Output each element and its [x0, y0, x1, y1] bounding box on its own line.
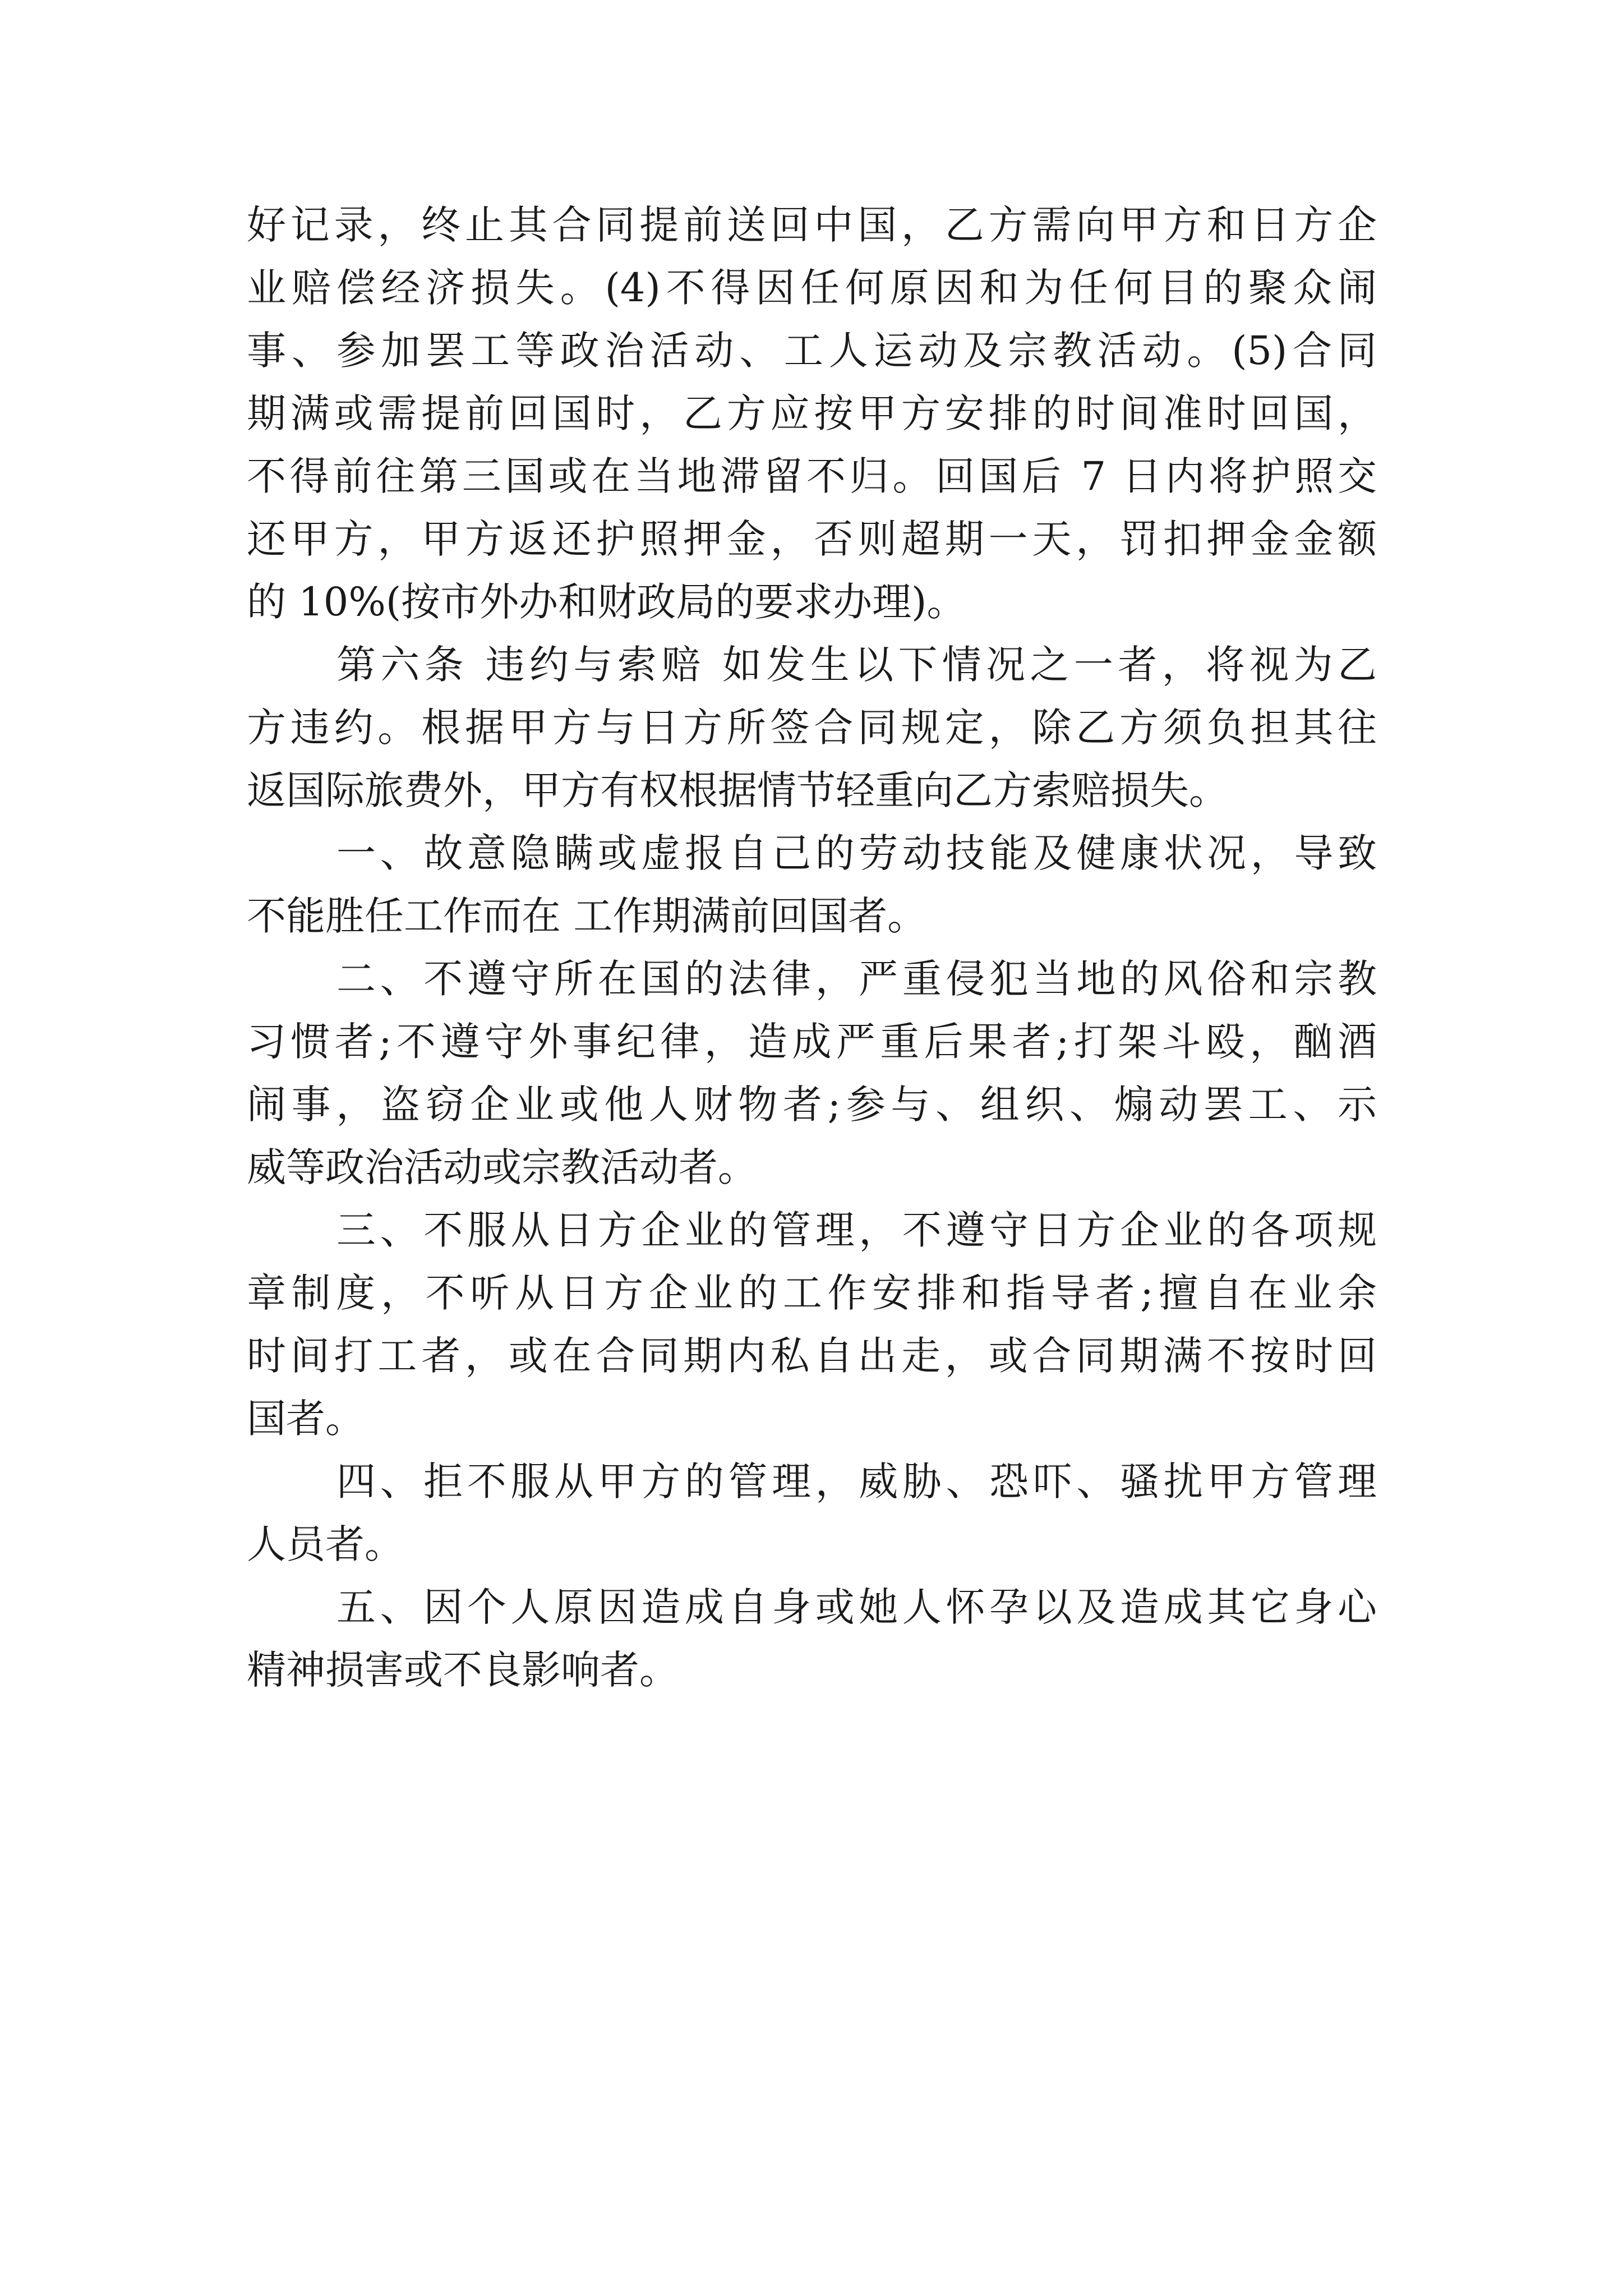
text-line: 人员者。 — [247, 1521, 404, 1567]
text-line: 期满或需提前回国时，乙方应按甲方安排的时间准时回国， — [247, 390, 1377, 436]
text-line: 精神损害或不良影响者。 — [247, 1647, 679, 1693]
text-line: 不得前往第三国或在当地滞留不归。回国后 7 日内将护照交 — [247, 453, 1377, 499]
text-line: 返国际旅费外，甲方有权根据情节轻重向乙方索赔损失。 — [247, 767, 1228, 813]
text-line: 章制度，不听从日方企业的工作安排和指导者;擅自在业余 — [247, 1270, 1377, 1316]
text-line: 好记录，终止其合同提前送回中国，乙方需向甲方和日方企 — [247, 202, 1377, 248]
text-line: 闹事，盗窃企业或他人财物者;参与、组织、煽动罢工、示 — [247, 1082, 1377, 1128]
clause-line: 四、拒不服从甲方的管理，威胁、恐吓、骚扰甲方管理 — [336, 1458, 1377, 1504]
text-line: 不能胜任工作而在 工作期满前回国者。 — [247, 893, 927, 939]
text-line: 还甲方，甲方返还护照押金，否则超期一天，罚扣押金金额 — [247, 516, 1377, 562]
clause-line: 二、不遵守所在国的法律，严重侵犯当地的风俗和宗教 — [336, 956, 1377, 1002]
document-body — [247, 194, 1377, 1701]
clause-line: 一、故意隐瞒或虚报自己的劳动技能及健康状况，导致 — [336, 830, 1377, 876]
article-heading-line: 第六条 违约与索赔 如发生以下情况之一者，将视为乙 — [336, 642, 1377, 688]
text-line: 事、参加罢工等政治活动、工人运动及宗教活动。(5)合同 — [247, 328, 1377, 374]
text-line: 的 10%(按市外办和财政局的要求办理)。 — [247, 579, 966, 625]
clause-line: 三、不服从日方企业的管理，不遵守日方企业的各项规 — [336, 1207, 1377, 1253]
text-line: 威等政治活动或宗教活动者。 — [247, 1144, 757, 1190]
text-line: 国者。 — [247, 1396, 365, 1442]
text-line: 方违约。根据甲方与日方所签合同规定，除乙方须负担其往 — [247, 705, 1377, 751]
text-line: 时间打工者，或在合同期内私自出走，或合同期满不按时回 — [247, 1333, 1377, 1379]
text-line: 业赔偿经济损失。(4)不得因任何原因和为任何目的聚众闹 — [247, 265, 1377, 311]
clause-line: 五、因个人原因造成自身或她人怀孕以及造成其它身心 — [336, 1584, 1377, 1630]
text-line: 习惯者;不遵守外事纪律，造成严重后果者;打架斗殴，酗酒 — [247, 1019, 1377, 1065]
